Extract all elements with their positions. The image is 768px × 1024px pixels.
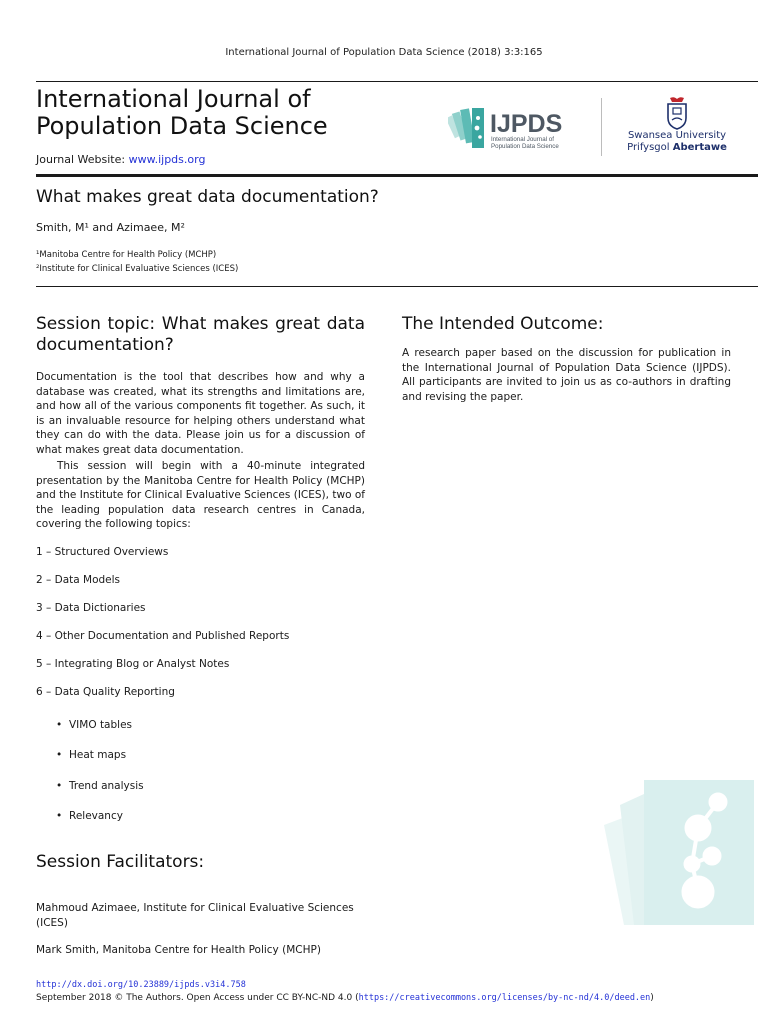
topic-item: 3 – Data Dictionaries: [36, 602, 146, 614]
bullet-item: [56, 719, 132, 731]
license-url-link[interactable]: https://creativecommons.org/licenses/by-nc-nd/4.0/deed.en: [358, 993, 651, 1003]
bullet-label: VIMO tables: [69, 719, 133, 731]
bullet-item: [56, 780, 144, 792]
bullet-icon: •: [56, 810, 63, 822]
journal-website: [36, 153, 205, 166]
swansea-line1: Swansea University: [627, 130, 727, 141]
license-line: [36, 993, 654, 1003]
journal-title: [36, 86, 328, 140]
topic-item: 4 – Other Documentation and Published Reports: [36, 630, 290, 642]
outcome-heading: The Intended Outcome:: [402, 314, 604, 334]
bullet-item: [56, 810, 123, 822]
header-rule-bottom: [36, 286, 758, 287]
header-rule-thick: [36, 174, 758, 177]
swansea-line2: [622, 142, 732, 154]
ijpds-subtitle-1: International Journal of: [491, 136, 554, 143]
article-title: What makes great data documentation?: [36, 187, 379, 207]
facilitator-2: Mark Smith, Manitoba Centre for Health Policy (MCHP): [36, 944, 321, 956]
ijpds-subtitle-2: Population Data Science: [491, 143, 559, 150]
license-prefix: September 2018 © The Authors. Open Access under CC BY-NC-ND 4.0 (: [36, 993, 359, 1003]
facilitators-heading: Session Facilitators:: [36, 852, 205, 872]
website-link[interactable]: www.ijpds.org: [128, 153, 206, 166]
paragraph-1: Documentation is the tool that describes how and why a database was created, what its strengths and limitations are, and how all of the various components fit together. As such, it is an invaluable resource for helping others understand what they can do with the data. Please join us for a discussion of what makes great data documentation.: [36, 371, 365, 456]
facilitator-1: Mahmoud Azimaee, Institute for Clinical Evaluative Sciences (ICES): [36, 902, 354, 929]
ijpds-logo: [448, 106, 588, 152]
bullet-icon: •: [56, 780, 63, 792]
journal-title-line2: Population Data Science: [36, 112, 328, 140]
swansea-logo: [622, 96, 732, 160]
topic-item: 6 – Data Quality Reporting: [36, 686, 175, 698]
topic-item: 2 – Data Models: [36, 574, 121, 586]
affiliation-2: ²Institute for Clinical Evaluative Sciences (ICES): [36, 264, 239, 274]
bullet-icon: •: [56, 719, 63, 731]
bullet-icon: •: [56, 749, 63, 761]
bullet-item: [56, 749, 126, 761]
ijpds-wordmark: IJPDS: [490, 110, 563, 138]
bullet-label: Heat maps: [69, 749, 127, 761]
website-label: Journal Website:: [36, 153, 126, 166]
article-authors: Smith, M¹ and Azimaee, M²: [36, 221, 185, 234]
ijpds-mark-icon: [448, 108, 484, 148]
license-suffix: ): [650, 993, 654, 1003]
session-heading: Session topic: What makes great data documentation?: [36, 314, 365, 355]
header-rule-top: [36, 81, 758, 82]
paragraph-2: This session will begin with a 40-minute integrated presentation by the Manitoba Centre for Health Policy (MCHP) and the Institute for Clinical Evaluative Sciences (ICES), two of the leading population data research centres in Canada, covering the following topics:: [36, 460, 365, 531]
swansea-crest-icon: [666, 96, 688, 130]
running-head: International Journal of Population Data Science (2018) 3:3:165: [225, 47, 543, 58]
bullet-label: Trend analysis: [69, 780, 144, 792]
outcome-text: A research paper based on the discussion for publication in the International Journal of Population Data Science (IJPDS). All participants are invited to join us as co-authors in drafting and revising the paper.: [402, 347, 731, 403]
swansea-line2a: Prifysgol: [627, 142, 673, 153]
topic-item: 1 – Structured Overviews: [36, 546, 169, 558]
affiliation-1: ¹Manitoba Centre for Health Policy (MCHP): [36, 250, 217, 260]
swansea-line2b: Abertawe: [672, 142, 727, 153]
bullet-label: Relevancy: [69, 810, 123, 822]
doi-link[interactable]: http://dx.doi.org/10.23889/ijpds.v3i4.758: [36, 980, 246, 990]
decorative-watermark: [600, 780, 754, 925]
logo-divider: [601, 98, 602, 156]
journal-title-line1: International Journal of: [36, 85, 311, 113]
topic-item: 5 – Integrating Blog or Analyst Notes: [36, 658, 230, 670]
